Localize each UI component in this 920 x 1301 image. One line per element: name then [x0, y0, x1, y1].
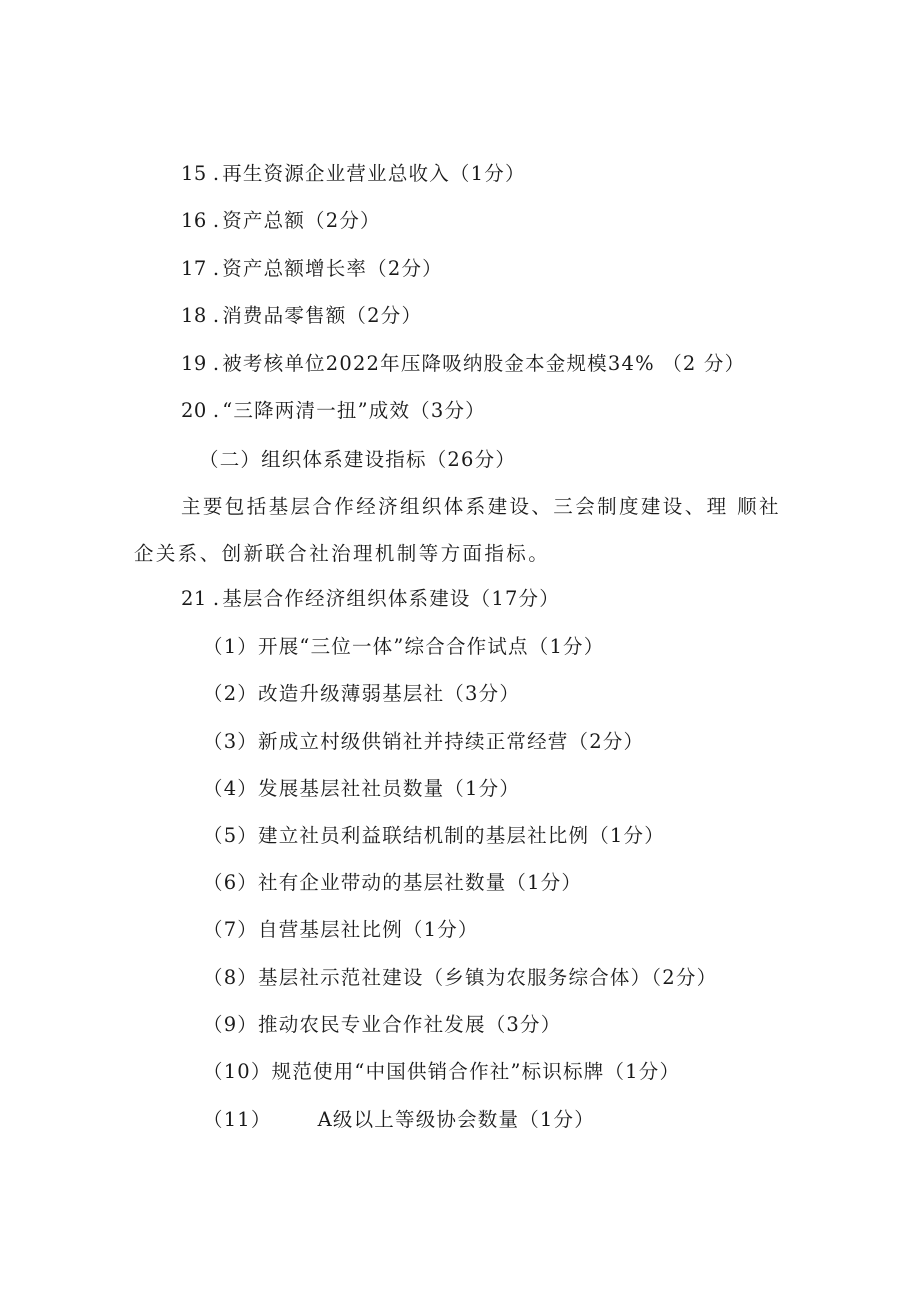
item-text: 资产总额增长率（2分） [222, 257, 443, 280]
subitem [203, 1106, 595, 1134]
subitem: （7）自营基层社比例（1分） [203, 918, 479, 941]
item-dot: . [212, 352, 221, 375]
item-number: 17 [181, 257, 207, 280]
subitem: （6）社有企业带动的基层社数量（1分） [203, 871, 583, 894]
item-16 [181, 207, 381, 235]
item-dot: . [212, 304, 221, 327]
item-17 [181, 255, 443, 283]
subitem: （10）规范使用“中国供销合作社”标识标牌（1分） [203, 1060, 681, 1083]
item-text: 被考核单位2022年压降吸纳股金本金规模34% （2 分） [222, 352, 746, 375]
item-18 [181, 302, 422, 330]
item-text: 消费品零售额（2分） [222, 304, 423, 327]
item-text: 基层合作经济组织体系建设（17分） [222, 587, 560, 610]
subitem: （5）建立社员利益联结机制的基层社比例（1分） [203, 824, 665, 847]
subitem: （2）改造升级薄弱基层社（3分） [203, 682, 521, 705]
subitem: （4）发展基层社社员数量（1分） [203, 777, 521, 800]
item-number: 20 [181, 399, 207, 422]
item-21 [181, 585, 560, 613]
subitem: （9）推动农民专业合作社发展（3分） [203, 1013, 562, 1036]
item-number: 18 [181, 304, 207, 327]
item-dot: . [212, 399, 221, 422]
item-text: 资产总额（2分） [222, 209, 381, 232]
item-dot: . [212, 209, 221, 232]
subitem: （3）新成立村级供销社并持续正常经营（2分） [203, 730, 645, 753]
item-text: “三降两清一扭”成效（3分） [222, 399, 486, 422]
item-number: 15 [181, 162, 207, 185]
item-text: 再生资源企业营业总收入（1分） [222, 162, 526, 185]
subitem-label: （11） [203, 1108, 272, 1131]
subitem: （8）基层社示范社建设（乡镇为农服务综合体）（2分） [203, 966, 718, 989]
subitem-text: A级以上等级协会数量（1分） [317, 1108, 595, 1131]
item-19 [181, 350, 745, 378]
item-dot: . [212, 162, 221, 185]
item-dot: . [212, 257, 221, 280]
item-15 [181, 160, 526, 188]
paragraph-line: 企关系、创新联合社治理机制等方面指标。 [134, 542, 551, 565]
item-number: 21 [181, 587, 207, 610]
subitem: （1）开展“三位一体”综合合作试点（1分） [203, 635, 605, 658]
section-heading: （二）组织体系建设指标（26分） [199, 448, 517, 471]
item-dot: . [212, 587, 221, 610]
item-number: 19 [181, 352, 207, 375]
item-20 [181, 397, 486, 425]
item-number: 16 [181, 209, 207, 232]
paragraph-line: 主要包括基层合作经济组织体系建设、三会制度建设、理 顺社 [181, 495, 781, 518]
